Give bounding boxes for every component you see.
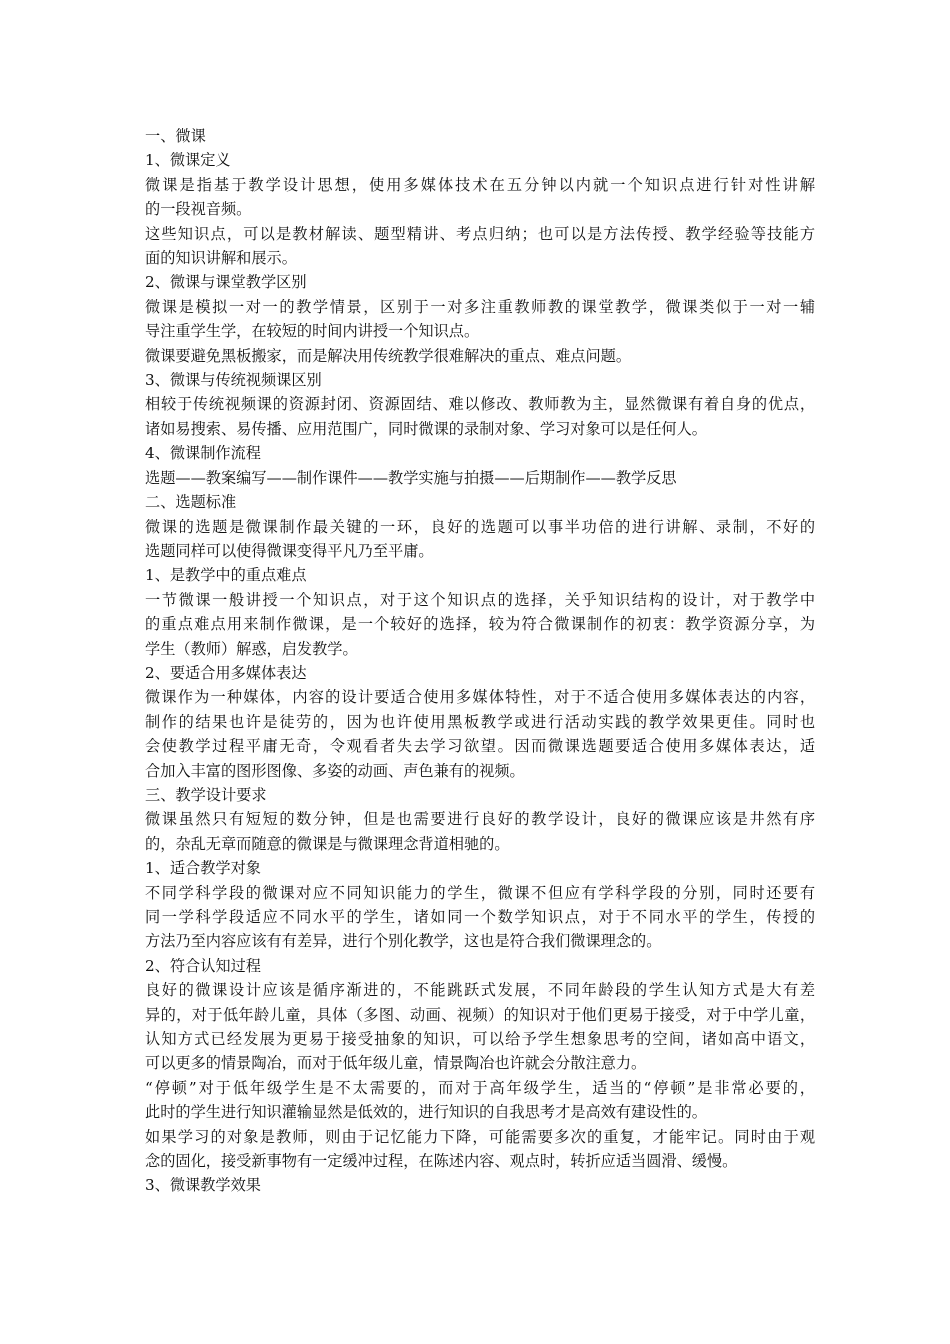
text-line: 良好的微课设计应该是循序渐进的，不能跳跃式发展，不同年龄段的学生认知方式是大有差 xyxy=(145,981,815,1000)
text-line: 面的知识讲解和展示。 xyxy=(145,249,297,268)
text-line: 此时的学生进行知识灌输显然是低效的，进行知识的自我思考才是高效有建设性的。 xyxy=(145,1103,707,1122)
text-line: 1、适合教学对象 xyxy=(145,859,261,878)
text-line: 二、选题标准 xyxy=(145,493,237,512)
text-line: 微课作为一种媒体，内容的设计要适合使用多媒体特性，对于不适合使用多媒体表达的内容， xyxy=(145,688,815,707)
text-line: 3、微课教学效果 xyxy=(145,1176,261,1195)
text-line: 导注重学生学，在较短的时间内讲授一个知识点。 xyxy=(145,322,480,341)
text-line: 微课要避免黑板搬家，而是解决用传统教学很难解决的重点、难点问题。 xyxy=(145,346,631,365)
text-line: 微课的选题是微课制作最关键的一环，良好的选题可以事半功倍的进行讲解、录制，不好的 xyxy=(145,517,815,536)
text-line: 方法乃至内容应该有有差异，进行个别化教学，这也是符合我们微课理念的。 xyxy=(145,932,662,951)
text-line: 1、是教学中的重点难点 xyxy=(145,566,307,585)
text-line: 选题同样可以使得微课变得平凡乃至平庸。 xyxy=(145,541,434,560)
text-line: 诸如易搜索、易传播、应用范围广，同时微课的录制对象、学习对象可以是任何人。 xyxy=(145,419,707,438)
text-line: 学生（教师）解惑，启发教学。 xyxy=(145,639,358,658)
text-line: 异的，对于低年龄儿童，具体（多图、动画、视频）的知识对于他们更易于接受，对于中学儿童， xyxy=(145,1005,815,1024)
text-line: 一节微课一般讲授一个知识点，对于这个知识点的选择，关乎知识结构的设计，对于教学中 xyxy=(145,590,815,609)
text-line: 的，杂乱无章而随意的微课是与微课理念背道相驰的。 xyxy=(145,834,510,853)
text-line: 2、符合认知过程 xyxy=(145,956,261,975)
text-line: 2、微课与课堂教学区别 xyxy=(145,273,307,292)
text-line: 如果学习的对象是教师，则由于记忆能力下降，可能需要多次的重复，才能牢记。同时由于观 xyxy=(145,1127,815,1146)
text-line: 可以更多的情景陶冶，而对于低年级儿童，情景陶冶也许就会分散注意力。 xyxy=(145,1054,647,1073)
text-line: “停顿”对于低年级学生是不太需要的，而对于高年级学生，适当的“停顿”是非常必要的， xyxy=(145,1078,815,1097)
text-line: 选题——教案编写——制作课件——教学实施与拍摄——后期制作——教学反思 xyxy=(145,468,677,487)
text-line: 3、微课与传统视频课区别 xyxy=(145,371,322,390)
text-line: 微课是指基于教学设计思想，使用多媒体技术在五分钟以内就一个知识点进行针对性讲解 xyxy=(145,175,815,194)
text-line: 的重点难点用来制作微课，是一个较好的选择，较为符合微课制作的初衷：教学资源分享，为 xyxy=(145,615,815,634)
text-line: 同一学科学段适应不同水平的学生，诸如同一个数学知识点，对于不同水平的学生，传授的 xyxy=(145,908,815,926)
text-line: 相较于传统视频课的资源封闭、资源固结、难以修改、教师教为主，显然微课有着自身的优点， xyxy=(145,395,815,414)
text-line: 微课是模拟一对一的教学情景，区别于一对多注重教师教的课堂教学，微课类似于一对一辅 xyxy=(145,297,815,316)
text-line: 念的固化，接受新事物有一定缓冲过程，在陈述内容、观点时，转折应适当圆滑、缓慢。 xyxy=(145,1152,738,1171)
text-line: 不同学科学段的微课对应不同知识能力的学生，微课不但应有学科学段的分别，同时还要有 xyxy=(145,883,815,902)
text-line: 1、微课定义 xyxy=(145,151,231,170)
text-line: 三、教学设计要求 xyxy=(145,785,267,804)
text-line: 4、微课制作流程 xyxy=(145,444,261,463)
text-line: 认知方式已经发展为更易于接受抽象的知识，可以给予学生想象思考的空间，诸如高中语文， xyxy=(145,1030,815,1049)
text-line: 微课虽然只有短短的数分钟，但是也需要进行良好的教学设计，良好的微课应该是井然有序 xyxy=(145,810,815,829)
text-line: 的一段视音频。 xyxy=(145,200,252,219)
text-line: 这些知识点，可以是教材解读、题型精讲、考点归纳；也可以是方法传授、教学经验等技能方 xyxy=(145,224,815,243)
text-line: 2、要适合用多媒体表达 xyxy=(145,663,307,682)
text-line: 制作的结果也许是徒劳的，因为也许使用黑板教学或进行活动实践的教学效果更佳。同时也 xyxy=(145,712,815,731)
document-body xyxy=(145,124,815,1198)
text-line: 合加入丰富的图形图像、多姿的动画、声色兼有的视频。 xyxy=(145,761,525,780)
text-line: 一、微课 xyxy=(145,127,206,145)
text-line: 会使教学过程平庸无奇，令观看者失去学习欲望。因而微课选题要适合使用多媒体表达，适 xyxy=(145,737,815,756)
